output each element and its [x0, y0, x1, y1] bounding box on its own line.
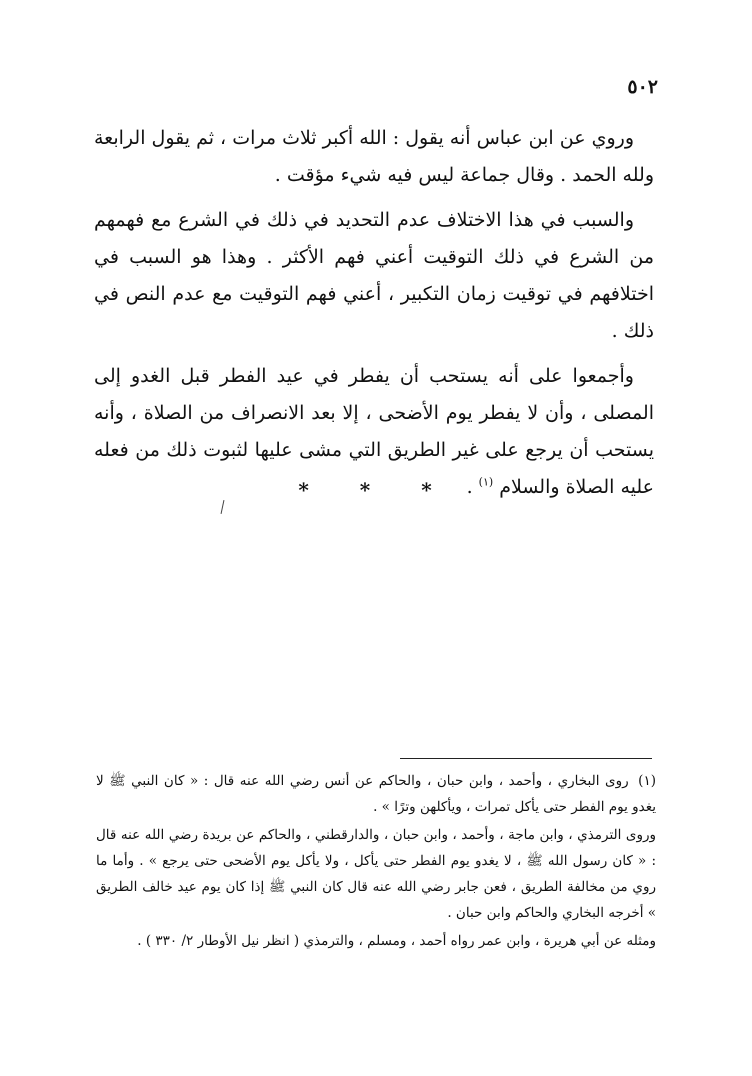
footnote-item: [96, 768, 656, 820]
footnote-number: (١): [638, 773, 656, 789]
footnote-text: ومثله عن أبي هريرة ، وابن عمر رواه أحمد ، ومسلم ، والترمذي ( انظر نيل الأوطار ٢/ ٣٣٠ ) .: [137, 933, 656, 949]
footnote-separator: [400, 758, 652, 759]
footnote-item: [96, 928, 656, 954]
footnote-reference[interactable]: (١): [478, 475, 494, 489]
footnote-text: وروى الترمذي ، وابن ماجة ، وأحمد ، وابن حبان ، والدارقطني ، والحاكم عن بريدة رضي الله عنه قال : « كان رسول الله ﷺ ، لا يغدو يوم الفطر حتى يأكل ، ولا يأكل يوم الأضحى حتى يرجع » . وأما ما روي من مخالفة الطريق ، فعن جابر رضي الله عنه قال كان النبي ﷺ إذا كان يوم عيد خالف الطريق » أخرجه البخاري والحاكم وابن حبان .: [96, 827, 656, 921]
footnotes: [96, 768, 656, 956]
paragraph-2-text: والسبب في هذا الاختلاف عدم التحديد في ذلك في الشرع مع فهمهم من الشرع في ذلك التوقيت أعني فهم الأكثر . وهذا هو السبب في اختلافهم في توقيت زمان التكبير ، أعني فهم التوقيت مع عدم النص في ذلك .: [94, 209, 654, 342]
paragraph-3-text: وأجمعوا على أنه يستحب أن يفطر في عيد الفطر قبل الغدو إلى المصلى ، وأن لا يفطر يوم الأضحى ، إلا بعد الانصراف من الصلاة ، وأنه يستحب أن يرجع على غير الطريق التي مشى عليها لثبوت ذلك من فعله عليه الصلاة والسلام: [94, 365, 654, 498]
paragraph-2: [94, 202, 654, 350]
paragraph-3-suffix: .: [466, 476, 479, 498]
main-text: [94, 120, 654, 514]
footnote-item: [96, 822, 656, 926]
footnote-text: روى البخاري ، وأحمد ، وابن حبان ، والحاكم عن أنس رضي الله عنه قال : « كان النبي ﷺ لا يغدو يوم الفطر حتى يأكل تمرات ، ويأكلهن وترًا » .: [96, 773, 656, 815]
page-number: ٥٠٢: [627, 76, 658, 98]
paragraph-1-text: وروي عن ابن عباس أنه يقول : الله أكبر ثلاث مرات ، ثم يقول الرابعة ولله الحمد . وقال جماعة ليس فيه شيء مؤقت .: [94, 127, 654, 186]
paragraph-1: [94, 120, 654, 194]
section-divider-stars: * * *: [298, 478, 454, 502]
